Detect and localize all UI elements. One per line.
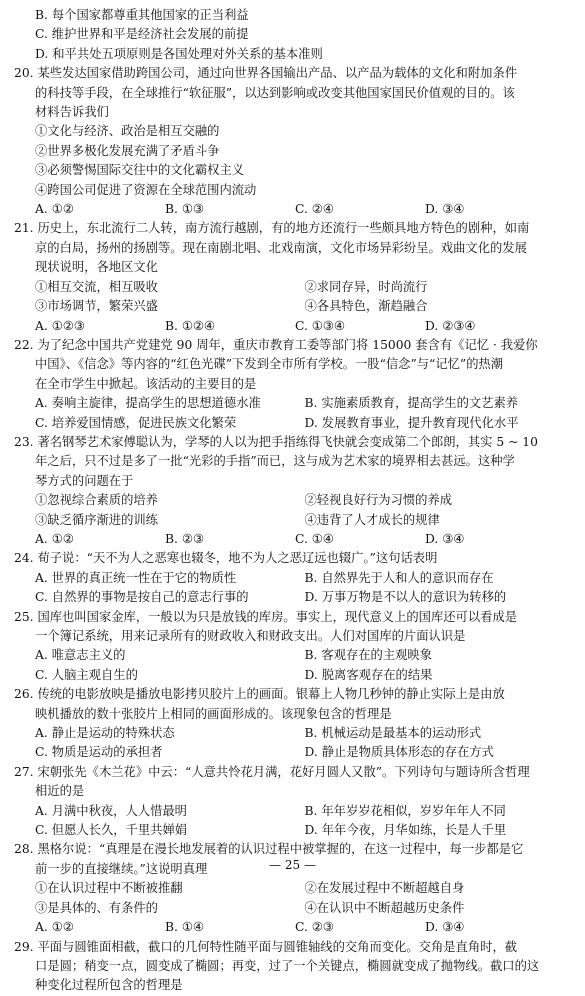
option-item: B. 年年岁岁花相似，岁岁年年人不同 [304, 803, 506, 818]
option-item: A. ①② [35, 531, 74, 546]
text-line: ①文化与经济、政治是相互交融的 [35, 124, 220, 139]
options-row [14, 666, 574, 685]
option-item: D. 静止是物质具体形态的存在方式 [304, 745, 494, 760]
options-row [14, 414, 574, 433]
options-row [14, 491, 574, 510]
text-line: ④跨国公司促进了资源在全球范围内流动 [35, 182, 257, 197]
text-line: B. 每个国家都尊重其他国家的正当利益 [35, 8, 249, 22]
option-item: C. ②③ [295, 920, 334, 935]
option-item: A. 月满中秋夜，人人惜最明 [35, 803, 187, 818]
option-item: D. 万事万物是不以人的意识为转移的 [304, 590, 507, 605]
options-row [14, 297, 574, 316]
text-line: 种变化过程所包含的哲理是 [35, 978, 183, 993]
text-line: 一个簿记系统，用来记录所有的财政收入和财政支出。人们对国库的片面认识是 [35, 629, 466, 643]
options-row [14, 899, 574, 918]
text-line: 现状说明，各地区文化 [35, 260, 158, 275]
option-item: A. ①②③ [35, 318, 85, 333]
option-item: D. 脱离客观存在的结果 [304, 667, 433, 682]
option-item: B. ①③ [165, 202, 204, 217]
option-item: ①在认识过程中不断被推翻 [35, 881, 183, 896]
text-line: 京的白局，扬州的扬剧等。现在南剧北唱、北戏南演，文化市场异彩纷呈。戏曲文化的发展 [35, 240, 527, 255]
options-row [14, 802, 574, 821]
question-stem: 20. 某些发达国家借助跨国公司，通过向世界各国输出产品、以产品为载体的文化和附加条件 [14, 66, 518, 81]
text-line: 前一步的直接继续。”这说明真理 [35, 861, 208, 876]
option-item: C. 培养爱国情感，促进民族文化繁荣 [35, 415, 237, 430]
text-line: 年之后，只不过是多了一批“光彩的手指”而已，这与成为艺术家的境界相去甚远。这种学 [35, 454, 515, 469]
option-item: ①忽视综合素质的培养 [35, 493, 158, 508]
options-row [14, 724, 574, 743]
option-item: B. 实施素质教育，提高学生的文艺素养 [304, 396, 519, 411]
question-stem: 21. 历史上，东北流行二人转，南方流行越剧，有的地方还流行一些颇具地方特色的剧种，如南 [14, 221, 530, 236]
question-stem: 26. 传统的电影放映是播放电影拷贝胶片上的画面。银幕上人物几秒钟的静止实际上是由放 [14, 687, 505, 702]
question-stem: 22. 为了纪念中国共产党建党 90 周年，重庆市教育工委等部门将 15000 套含有《记忆 · 我爱你 [14, 337, 538, 352]
option-item: ④违背了人才成长的规律 [304, 512, 440, 527]
option-item: A. ①② [35, 920, 74, 935]
text-line: 口是圆；稍变一点，圆变成了椭圆；再变，过了一个关键点，椭圆就变成了抛物线。截口的这 [35, 958, 540, 973]
options-row [14, 511, 574, 530]
option-item: A. 唯意志主义的 [35, 648, 126, 663]
question-stem: 28. 黑格尔说：“真理是在漫长地发展着的认识过程中被掌握的，在这一过程中，每一步都是它 [14, 842, 524, 857]
text-line: ②世界多极化发展充满了矛盾斗争 [35, 143, 220, 158]
option-item: ④在认识中不断超越历史条件 [304, 900, 465, 915]
question-stem: 27. 宋朝张先《木兰花》中云：“人意共怜花月满，花好月圆人又散”。下列诗句与题诗所含哲理 [14, 764, 530, 779]
page-number: — 25 — [269, 858, 316, 872]
options-row [14, 918, 574, 937]
option-item: D. ③④ [425, 531, 465, 546]
text-line: 映机播放的数十张胶片上相同的画面形成的。该现象包含的哲理是 [35, 706, 392, 721]
exam-page [14, 6, 574, 996]
text-line: 在全市学生中掀起。该活动的主要目的是 [35, 376, 257, 391]
text-line: 琴方式的问题在于 [35, 473, 134, 488]
text-line: D. 和平共处五项原则是各国处理对外关系的基本准则 [35, 46, 323, 61]
options-row [14, 646, 574, 665]
option-item: A. ①② [35, 202, 74, 217]
option-item: ③是具体的、有条件的 [35, 900, 158, 915]
option-item: C. 人脑主观自生的 [35, 667, 138, 682]
options-row [14, 317, 574, 336]
options-row [14, 821, 574, 840]
option-item: C. ①③④ [295, 318, 345, 333]
option-item: D. 年年今夜，月华如练，长是人千里 [304, 823, 507, 838]
text-line: 的科技等手段，在全球推行“软征服”，以达到影响或改变其他国家国民价值观的目的。该 [35, 85, 515, 100]
option-item: C. 自然界的事物是按自己的意志行事的 [35, 590, 249, 605]
options-row [14, 530, 574, 549]
option-item: ④各具特色，渐趋融合 [304, 299, 428, 314]
option-item: A. 世界的真正统一性在于它的物质性 [35, 570, 237, 585]
option-item: B. ①②④ [165, 318, 215, 333]
option-item: D. 发展教育事业，提升教育现代化水平 [304, 415, 519, 430]
option-item: C. ②④ [295, 202, 334, 217]
option-item: B. 自然界先于人和人的意识而存在 [304, 570, 494, 585]
question-stem: 24. 荀子说：“天不为人之恶寒也辍冬，地不为人之恶辽远也辍广。”这句话表明 [14, 551, 438, 566]
text-line: 材料告诉我们 [35, 105, 109, 120]
text-line: C. 维护世界和平是经济社会发展的前提 [35, 27, 249, 42]
option-item: A. 奏响主旋律，提高学生的思想道德水准 [35, 396, 261, 411]
option-item: D. ②③④ [425, 318, 476, 333]
option-item: B. 机械运动是最基本的运动形式 [304, 726, 482, 741]
option-item: C. 但愿人长久，千里共婵娟 [35, 823, 188, 838]
text-line: 中国》、《信念》等内容的“红色光碟”下发到全市所有学校。一股“信念”与“记忆”的热潮 [35, 357, 504, 372]
options-row [14, 569, 574, 588]
options-row [14, 278, 574, 297]
option-item: ②求同存异，时尚流行 [304, 279, 428, 294]
option-item: B. ②③ [165, 531, 204, 546]
option-item: ②在发展过程中不断超越自身 [304, 881, 465, 896]
options-row [14, 879, 574, 898]
option-item: B. 客观存在的主观映象 [304, 648, 433, 663]
option-item: D. ③④ [425, 202, 465, 217]
options-row [14, 588, 574, 607]
option-item: B. ①④ [165, 920, 204, 935]
options-row [14, 743, 574, 762]
option-item: ③市场调节，繁荣兴盛 [35, 299, 158, 314]
option-item: ②轻视良好行为习惯的养成 [304, 493, 453, 508]
question-stem: 29. 平面与圆锥面相截，截口的几何特性随平面与圆锥轴线的交角而变化。交角是直角时，截 [14, 939, 518, 954]
text-line: 相近的是 [35, 784, 85, 799]
option-item: ③缺乏循序渐进的训练 [35, 512, 158, 527]
question-stem: 25. 国库也叫国家金库，一般以为只是放钱的库房。事实上，现代意义上的国库还可以看成是 [14, 609, 518, 624]
option-item: C. ①④ [295, 531, 334, 546]
option-item: D. ③④ [425, 920, 465, 935]
options-row [14, 394, 574, 413]
text-line: ③必须警惕国际交往中的文化霸权主义 [35, 163, 245, 178]
option-item: C. 物质是运动的承担者 [35, 745, 163, 760]
question-stem: 23. 著名钢琴艺术家傅聪认为，学琴的人以为把手指练得飞快就会变成第二个郎朗，其实 5 ~ 10 [14, 434, 538, 449]
option-item: ①相互交流，相互吸收 [35, 279, 158, 294]
option-item: A. 静止是运动的特殊状态 [35, 726, 175, 741]
options-row [14, 200, 574, 219]
